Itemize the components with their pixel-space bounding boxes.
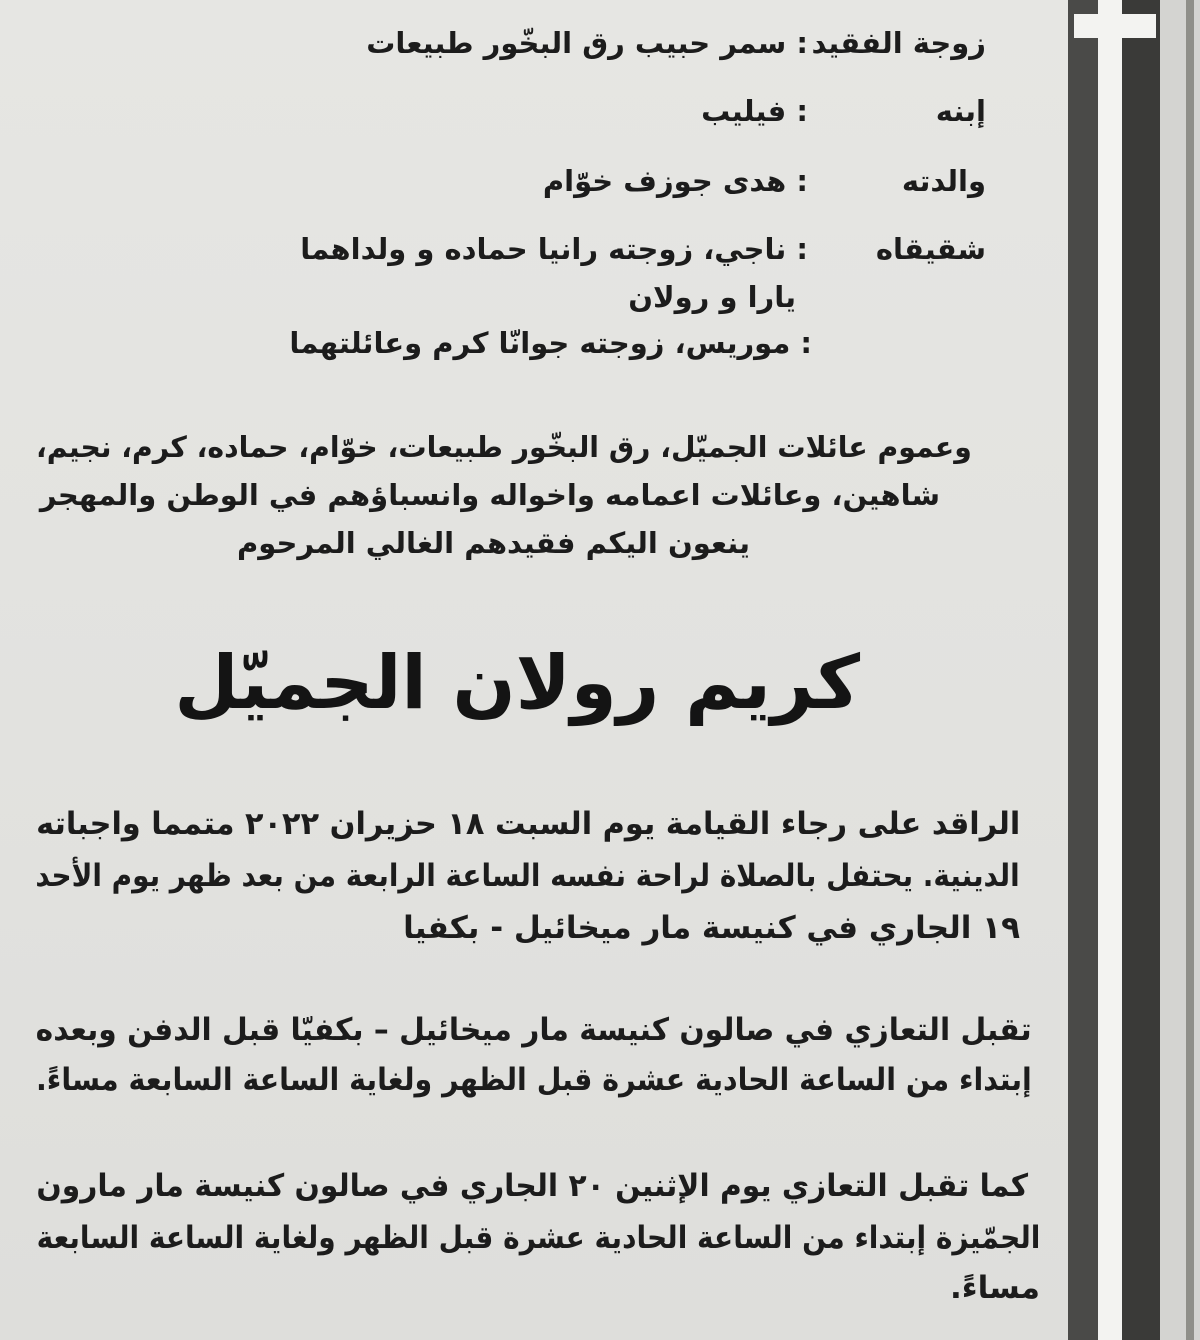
son-label: إبنه xyxy=(935,94,986,128)
wife-value: : سمر حبيب رق البخّور طبيعات xyxy=(366,26,808,60)
brother1-value: : ناجي، زوجته رانيا حماده و ولداهما xyxy=(300,232,808,266)
deceased-name: كريم رولان الجميّل xyxy=(174,640,860,726)
cross-icon xyxy=(1074,14,1156,38)
mourning-border-cross-stem xyxy=(1098,0,1122,1340)
funeral-line-1: الراقد على رجاء القيامة يوم السبت ١٨ حزيران ٢٠٢٢ متمما واجباته xyxy=(35,806,1021,842)
condolences2-line-1: كما تقبل التعازي يوم الإثنين ٢٠ الجاري في صالون كنيسة مار مارون xyxy=(36,1168,1028,1204)
brother2-value: : موريس، زوجته جوانّا كرم وعائلتهما xyxy=(289,326,812,360)
families-line-2: شاهين، وعائلات اعمامه واخواله وانسباؤهم في الوطن والمهجر xyxy=(39,478,940,512)
funeral-line-3: ١٩ الجاري في كنيسة مار ميخائيل - بكفيا xyxy=(403,910,1020,946)
mother-label: والدته xyxy=(901,164,986,198)
condolences2-line-2: الجمّيزة إبتداء من الساعة الحادية عشرة قبل الظهر ولغاية الساعة السابعة xyxy=(36,1220,1040,1256)
mourning-border-dark-left xyxy=(1068,0,1098,1340)
condolences2-line-3: مساءً. xyxy=(949,1270,1040,1306)
funeral-line-2: الدينية. يحتفل بالصلاة لراحة نفسه الساعة الرابعة من بعد ظهر يوم الأحد xyxy=(35,858,1020,894)
brother1-children: يارا و رولان xyxy=(628,280,796,314)
mourning-border-dark-right xyxy=(1122,0,1160,1340)
condolences1-line-1: تقبل التعازي في صالون كنيسة مار ميخائيل – بكفيّا قبل الدفن وبعده xyxy=(36,1012,1032,1048)
son-value: : فيليب xyxy=(701,94,808,128)
mother-value: : هدى جوزف خوّام xyxy=(542,164,808,198)
condolences1-line-2: إبتداء من الساعة الحادية عشرة قبل الظهر ولغاية الساعة السابعة مساءً. xyxy=(36,1062,1032,1098)
families-line-1: وعموم عائلات الجميّل، رق البخّور طبيعات، خوّام، حماده، كرم، نجيم، xyxy=(36,430,972,464)
wife-label: زوجة الفقيد xyxy=(811,26,986,60)
page-edge xyxy=(1160,0,1200,1340)
families-line-3: ينعون اليكم فقيدهم الغالي المرحوم xyxy=(237,526,750,560)
brothers-label: شقيقاه xyxy=(875,232,986,266)
page-edge-line xyxy=(1186,0,1194,1340)
